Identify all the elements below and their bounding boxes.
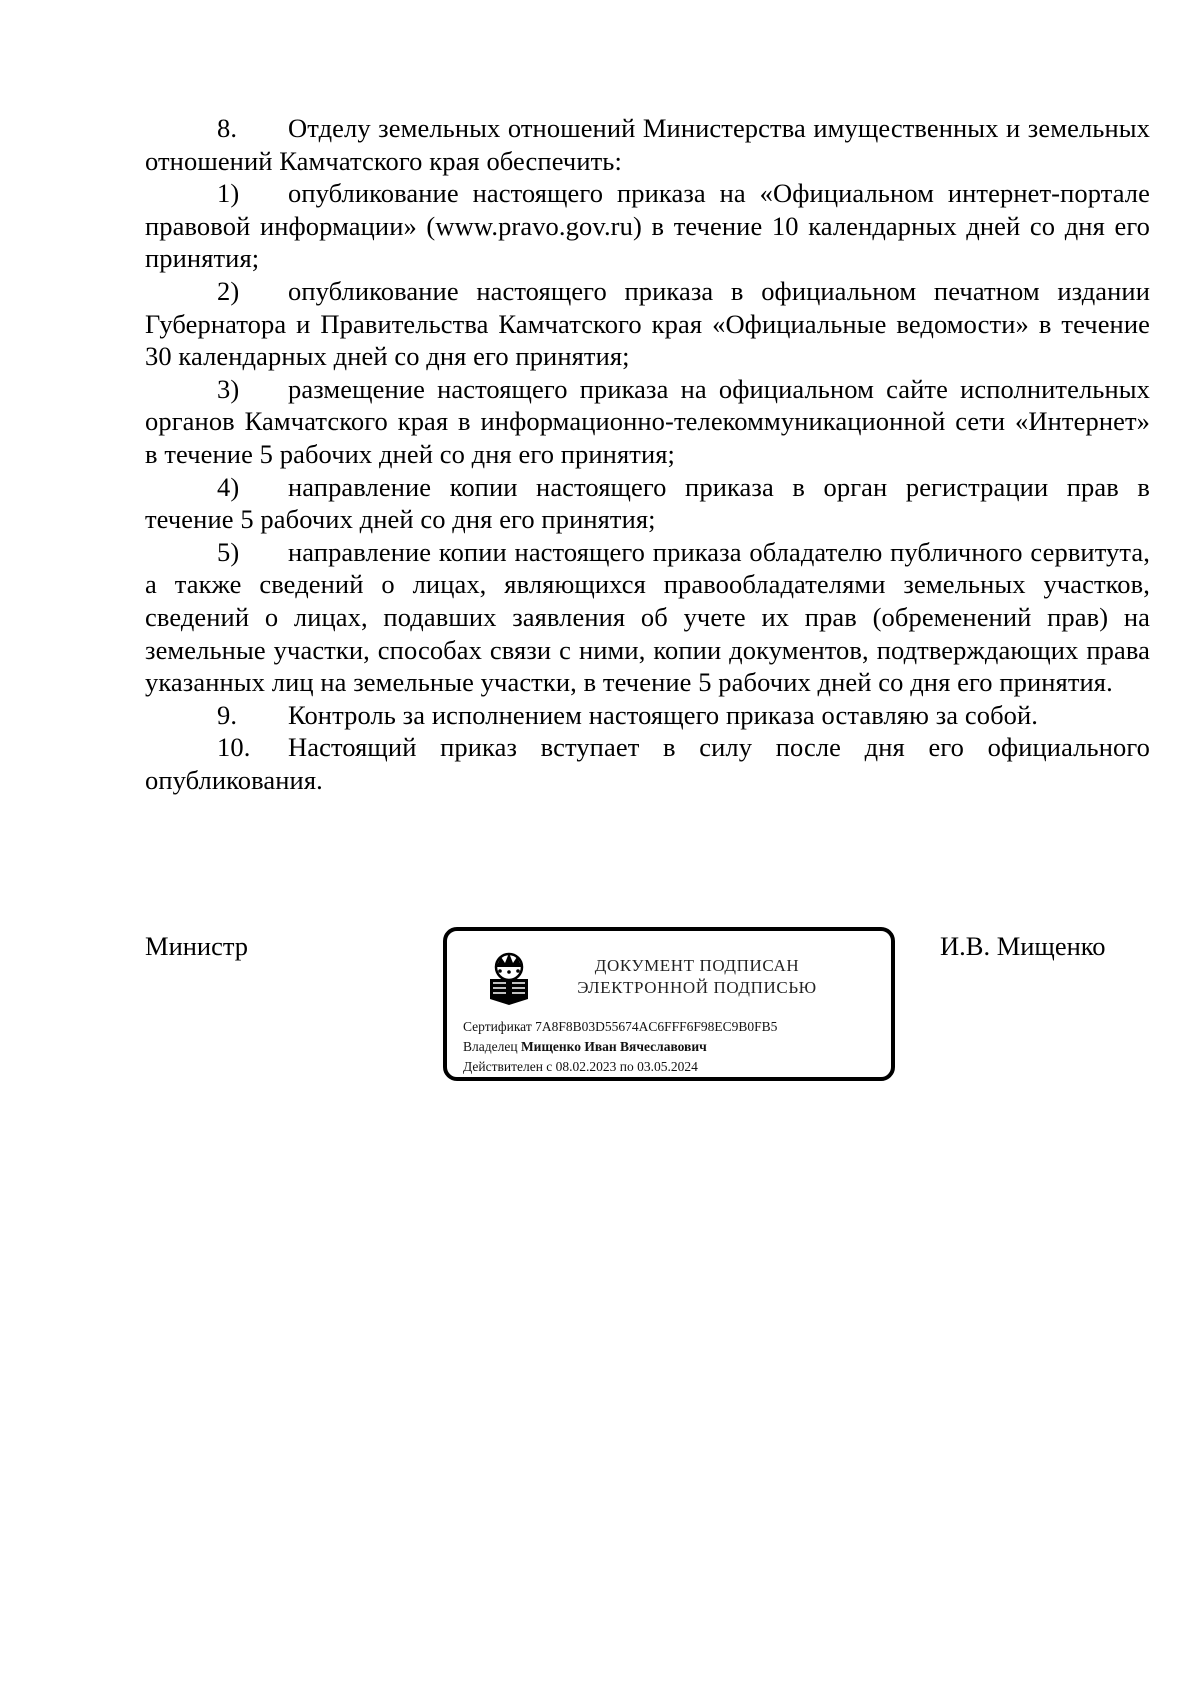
stamp-details	[463, 1017, 777, 1077]
paragraph-text: направление копии настоящего приказа обладателю публичного сервитута, а также сведений о лицах, являющихся правообладателями земельных участков, сведений о лицах, подавших заявления об учете их прав (обременений прав) на земельные участки, способах связи с ними, копии документов, подтверждающих права указанных лиц на земельные участки, в течение 5 рабочих дней со дня его принятия.	[145, 536, 1150, 698]
kamchatka-emblem-icon	[485, 949, 535, 1009]
owner-value: Мищенко Иван Вячеславович	[520, 1039, 707, 1054]
valid-to: 03.05.2024	[637, 1059, 698, 1074]
stamp-heading-line1: ДОКУМЕНТ ПОДПИСАН	[594, 956, 800, 975]
paragraph-text: опубликование настоящего приказа на «Официальном интернет-портале правовой информации» (www.pravo.gov.ru) в течение 10 календарных дней со дня его принятия;	[145, 178, 1150, 274]
paragraph-text: направление копии настоящего приказа в орган регистрации прав в течение 5 рабочих дней со дня его принятия;	[145, 471, 1150, 535]
owner-label: Владелец	[463, 1039, 518, 1054]
valid-label: Действителен с	[463, 1059, 553, 1074]
certificate-label: Сертификат	[463, 1019, 532, 1034]
paragraph-number: 9.	[217, 699, 238, 730]
paragraph-9	[145, 699, 1150, 732]
stamp-heading	[547, 955, 847, 999]
signature-block	[145, 930, 1150, 1100]
paragraph-text: Отделу земельных отношений Министерства имущественных и земельных отношений Камчатского края обеспечить:	[145, 113, 1150, 176]
valid-to-label: по	[619, 1059, 634, 1074]
certificate-value: 7A8F8B03D55674AC6FFF6F98EC9B0FB5	[535, 1019, 778, 1034]
paragraph-text: Настоящий приказ вступает в силу после дня его официального опубликования.	[145, 732, 1150, 795]
paragraph-number: 3)	[217, 373, 240, 404]
valid-from: 08.02.2023	[555, 1059, 617, 1074]
paragraph-number: 2)	[217, 275, 240, 306]
paragraph-10	[145, 731, 1150, 796]
paragraph-number: 5)	[217, 536, 240, 567]
paragraph-number: 10.	[217, 732, 251, 763]
paragraph-number: 1)	[217, 178, 240, 209]
paragraph-number: 8.	[217, 113, 238, 143]
paragraph-text: опубликование настоящего приказа в официальном печатном издании Губернатора и Правительства Камчатского края «Официальные ведомости» в течение 30 календарных дней со дня его принятия;	[145, 275, 1150, 372]
electronic-signature-stamp	[443, 927, 895, 1081]
paragraph-8-1	[145, 177, 1150, 275]
paragraph-text: размещение настоящего приказа на официальном сайте исполнительных органов Камчатского края в информационно-телекоммуникационной сети «Интернет» в течение 5 рабочих дней со дня его принятия;	[145, 373, 1150, 469]
signatory-title: Министр	[145, 931, 249, 961]
paragraph-8-3	[145, 373, 1150, 471]
paragraph-text: Контроль за исполнением настоящего приказа оставляю за собой.	[288, 699, 1039, 730]
paragraph-number: 4)	[217, 471, 240, 502]
stamp-owner-line	[463, 1037, 777, 1057]
stamp-heading-line2: ЭЛЕКТРОННОЙ ПОДПИСЬЮ	[577, 978, 817, 997]
paragraph-8-5	[145, 536, 1150, 699]
paragraph-8-2	[145, 275, 1150, 373]
stamp-certificate-line	[463, 1017, 777, 1037]
paragraph-8-4	[145, 471, 1150, 536]
signatory-name: И.В. Мищенко	[940, 931, 1106, 961]
paragraph-8	[145, 112, 1150, 177]
document-body	[145, 112, 1150, 796]
stamp-validity-line	[463, 1057, 777, 1077]
